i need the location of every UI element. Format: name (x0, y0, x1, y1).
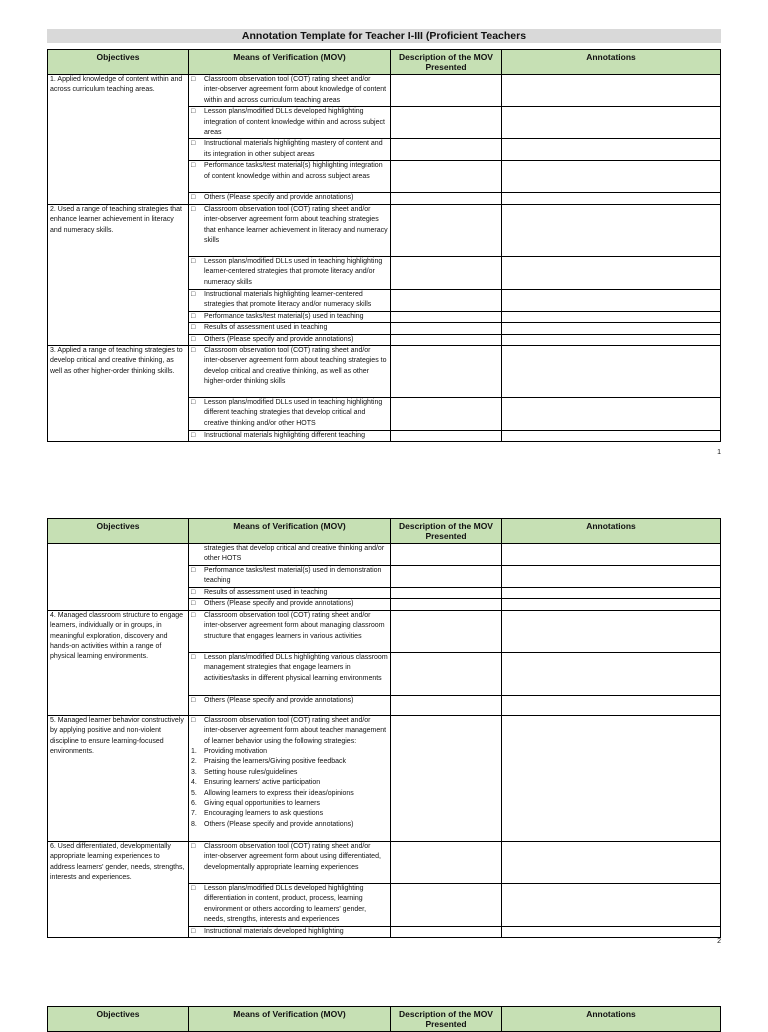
list-item: 1. Providing motivation (191, 748, 268, 756)
checkbox-icon[interactable]: □ (191, 312, 196, 320)
mov-item: □ Others (Please specify and provide annotations) (189, 334, 391, 345)
mov-item: □ Classroom observation tool (COT) rating sheet and/or inter-observer agreement form about managing classroom structure that engages learners in various activities (189, 610, 391, 652)
description-cell[interactable] (391, 334, 502, 345)
checkbox-icon[interactable]: □ (191, 653, 196, 661)
checkbox-icon[interactable]: □ (191, 140, 196, 148)
mov-item: strategies that develop critical and creative thinking and/or other HOTS (189, 544, 391, 566)
mov-item: □ Performance tasks/test material(s) used in teaching (189, 311, 391, 322)
header-description: Description of the MOV Presented (391, 1007, 502, 1032)
mov-item: □ Classroom observation tool (COT) rating sheet and/or inter-observer agreement form about knowledge of content within and across curriculum teaching areas (189, 75, 391, 107)
checkbox-icon[interactable]: □ (191, 696, 196, 704)
header-annotations: Annotations (502, 1007, 721, 1032)
header-objectives: Objectives (48, 519, 189, 544)
checkbox-icon[interactable]: □ (191, 884, 196, 892)
header-objectives: Objectives (48, 1007, 189, 1032)
mov-item: □ Instructional materials highlighting different teaching (189, 431, 391, 442)
annotation-cell[interactable] (502, 161, 721, 193)
header-objectives: Objectives (48, 50, 189, 75)
annotation-cell[interactable] (502, 398, 721, 431)
objective-3: 3. Applied a range of teaching strategies to develop critical and creative thinking, as well as other higher-order thinking skills. (48, 346, 189, 442)
checkbox-icon[interactable]: □ (191, 194, 196, 202)
annotation-cell[interactable] (502, 926, 721, 937)
checkbox-icon[interactable]: □ (191, 162, 196, 170)
description-cell[interactable] (391, 398, 502, 431)
checkbox-icon[interactable]: □ (191, 716, 196, 724)
annotation-cell[interactable] (502, 311, 721, 322)
checkbox-icon[interactable]: □ (191, 567, 196, 574)
description-cell[interactable] (391, 652, 502, 695)
mov-item: □ Instructional materials developed highlighting (189, 926, 391, 937)
list-item: 2. Praising the learners/Giving positive feedback (191, 758, 347, 766)
mov-item: □ Performance tasks/test material(s) highlighting integration of content knowledge within and across subject areas (189, 161, 391, 193)
description-cell[interactable] (391, 204, 502, 256)
description-cell[interactable] (391, 566, 502, 588)
annotation-cell[interactable] (502, 256, 721, 289)
description-cell[interactable] (391, 431, 502, 442)
checkbox-icon[interactable]: □ (191, 432, 196, 440)
objective-5: 5. Managed learner behavior constructively by applying positive and non-violent discipline to ensure learning-focused environments. (48, 715, 189, 841)
annotation-cell[interactable] (502, 346, 721, 398)
annotation-cell[interactable] (502, 588, 721, 599)
list-item: 3. Setting house rules/guidelines (191, 768, 298, 776)
checkbox-icon[interactable]: □ (191, 335, 196, 343)
description-cell[interactable] (391, 256, 502, 289)
list-item: 7. Encouraging learners to ask questions (191, 810, 324, 818)
description-cell[interactable] (391, 926, 502, 937)
description-cell[interactable] (391, 75, 502, 107)
description-cell[interactable] (391, 139, 502, 161)
description-cell[interactable] (391, 883, 502, 926)
annotation-cell[interactable] (502, 107, 721, 139)
annotation-cell[interactable] (502, 566, 721, 588)
page-number: 2 (717, 938, 721, 945)
annotation-cell[interactable] (502, 323, 721, 334)
annotation-cell[interactable] (502, 544, 721, 566)
checkbox-icon[interactable]: □ (191, 324, 196, 332)
objective-4: 4. Managed classroom structure to engage learners, individually or in groups, in meaningful exploration, discovery and hands-on activities within a range of physical learning environments. (48, 610, 189, 715)
list-item: 5. Allowing learners to express their ideas/opinions (191, 789, 354, 797)
description-cell[interactable] (391, 610, 502, 652)
annotation-cell[interactable] (502, 334, 721, 345)
annotation-cell[interactable] (502, 289, 721, 311)
mov-item: □ Performance tasks/test material(s) used in demonstration teaching (189, 566, 391, 588)
header-description: Description of the MOV Presented (391, 519, 502, 544)
mov-item: □ Lesson plans/modified DLLs used in teaching highlighting different teaching strategies that develop critical and creative thinking and/or other HOTS (189, 398, 391, 431)
description-cell[interactable] (391, 311, 502, 322)
mov-item: □ Lesson plans/modified DLLs highlighting various classroom management strategies that engage learners in activities/tasks in different physical learning environments (189, 652, 391, 695)
mov-item: □ Lesson plans/modified DLLs developed highlighting differentiation in content, product, process, learning environment or others according to learners' gender, needs, strengths, interests and experiences (189, 883, 391, 926)
mov-item: □ Lesson plans/modified DLLs developed highlighting integration of content knowledge within and across subject areas (189, 107, 391, 139)
header-annotations: Annotations (502, 50, 721, 75)
mov-item: □ Instructional materials highlighting mastery of content and its integration in other subject areas (189, 139, 391, 161)
mov-item: □ Classroom observation tool (COT) rating sheet and/or inter-observer agreement form about using differentiated, developmentally appropriate learning experiences (189, 841, 391, 883)
annotation-cell[interactable] (502, 204, 721, 256)
objective-2: 2. Used a range of teaching strategies that enhance learner achievement in literacy and numeracy skills. (48, 204, 189, 345)
annotation-table-page-3 (47, 1006, 721, 1032)
annotation-cell[interactable] (502, 139, 721, 161)
checkbox-icon[interactable]: □ (191, 205, 196, 213)
checkbox-icon[interactable]: □ (191, 927, 196, 935)
description-cell[interactable] (391, 588, 502, 599)
annotation-cell[interactable] (502, 193, 721, 204)
objective-1: 1. Applied knowledge of content within and across curriculum teaching areas. (48, 75, 189, 205)
header-mov: Means of Verification (MOV) (189, 519, 391, 544)
annotation-cell[interactable] (502, 695, 721, 715)
description-cell[interactable] (391, 695, 502, 715)
objective-6: 6. Used differentiated, developmentally appropriate learning experiences to address learners' gender, needs, strengths, interests and experiences. (48, 841, 189, 937)
mov-item: □ Instructional materials highlighting learner-centered strategies that promote literacy and/or numeracy skills (189, 289, 391, 311)
annotation-cell[interactable] (502, 75, 721, 107)
annotation-cell[interactable] (502, 431, 721, 442)
mov-item: □ Results of assessment used in teaching (189, 323, 391, 334)
checkbox-icon[interactable]: □ (191, 399, 196, 407)
annotation-cell[interactable] (502, 715, 721, 841)
description-cell[interactable] (391, 715, 502, 841)
description-cell[interactable] (391, 841, 502, 883)
header-annotations: Annotations (502, 519, 721, 544)
annotation-cell[interactable] (502, 883, 721, 926)
mov-item: □ Lesson plans/modified DLLs used in teaching highlighting learner-centered strategies that promote literacy and/or numeracy skills (189, 256, 391, 289)
mov-item: □ Results of assessment used in teaching (189, 588, 391, 599)
annotation-cell[interactable] (502, 841, 721, 883)
list-item: 8. Others (Please specify and provide annotations) (191, 820, 354, 828)
list-item: 6. Giving equal opportunities to learners (191, 800, 320, 808)
document-title: Annotation Template for Teacher I-III (Proficient Teachers (47, 29, 721, 43)
mov-item: □ Classroom observation tool (COT) rating sheet and/or inter-observer agreement form about teacher management of learner behavior using the following strategies: 1. Providing motivation 2. Praising the learners/Giving positive feedback 3. Setting house rules/guidelines 4. Ensuring learners' active participation 5. Allowing learners to express their ideas/opinions 6. Giving equal opportunities to learners 7. Encouraging learners to ask questions 8. Others (Please specify and provide annotations) (189, 715, 391, 841)
description-cell[interactable] (391, 323, 502, 334)
header-mov: Means of Verification (MOV) (189, 1007, 391, 1032)
description-cell[interactable] (391, 289, 502, 311)
annotation-table-page-1 (47, 49, 721, 442)
description-cell[interactable] (391, 161, 502, 193)
mov-item: □ Classroom observation tool (COT) rating sheet and/or inter-observer agreement form about teaching strategies that enhance learner achievement in literacy and numeracy skills (189, 204, 391, 256)
annotation-cell[interactable] (502, 610, 721, 652)
mov-item: □ Others (Please specify and provide annotations) (189, 599, 391, 610)
annotation-cell[interactable] (502, 599, 721, 610)
checkbox-icon[interactable]: □ (191, 76, 196, 83)
description-cell[interactable] (391, 346, 502, 398)
description-cell[interactable] (391, 544, 502, 566)
checkbox-icon[interactable]: □ (191, 589, 196, 596)
description-cell[interactable] (391, 599, 502, 610)
checkbox-icon[interactable]: □ (191, 257, 196, 265)
checkbox-icon[interactable]: □ (191, 290, 196, 298)
header-mov: Means of Verification (MOV) (189, 50, 391, 75)
checkbox-icon[interactable]: □ (191, 347, 196, 355)
list-item: 4. Ensuring learners' active participation (191, 779, 321, 787)
annotation-table-page-2 (47, 518, 721, 938)
description-cell[interactable] (391, 193, 502, 204)
mov-item: □ Others (Please specify and provide annotations) (189, 193, 391, 204)
checkbox-icon[interactable]: □ (191, 842, 196, 850)
checkbox-icon[interactable]: □ (191, 611, 196, 619)
checkbox-icon[interactable]: □ (191, 600, 196, 608)
objective-3-continued (48, 544, 189, 611)
mov-item: □ Others (Please specify and provide annotations) (189, 695, 391, 715)
checkbox-icon[interactable]: □ (191, 108, 196, 116)
header-description: Description of the MOV Presented (391, 50, 502, 75)
mov-item: □ Classroom observation tool (COT) rating sheet and/or inter-observer agreement form about teaching strategies to develop critical and creative thinking, as well as other higher-order thinking skills (189, 346, 391, 398)
annotation-cell[interactable] (502, 652, 721, 695)
description-cell[interactable] (391, 107, 502, 139)
page-number: 1 (717, 449, 721, 456)
